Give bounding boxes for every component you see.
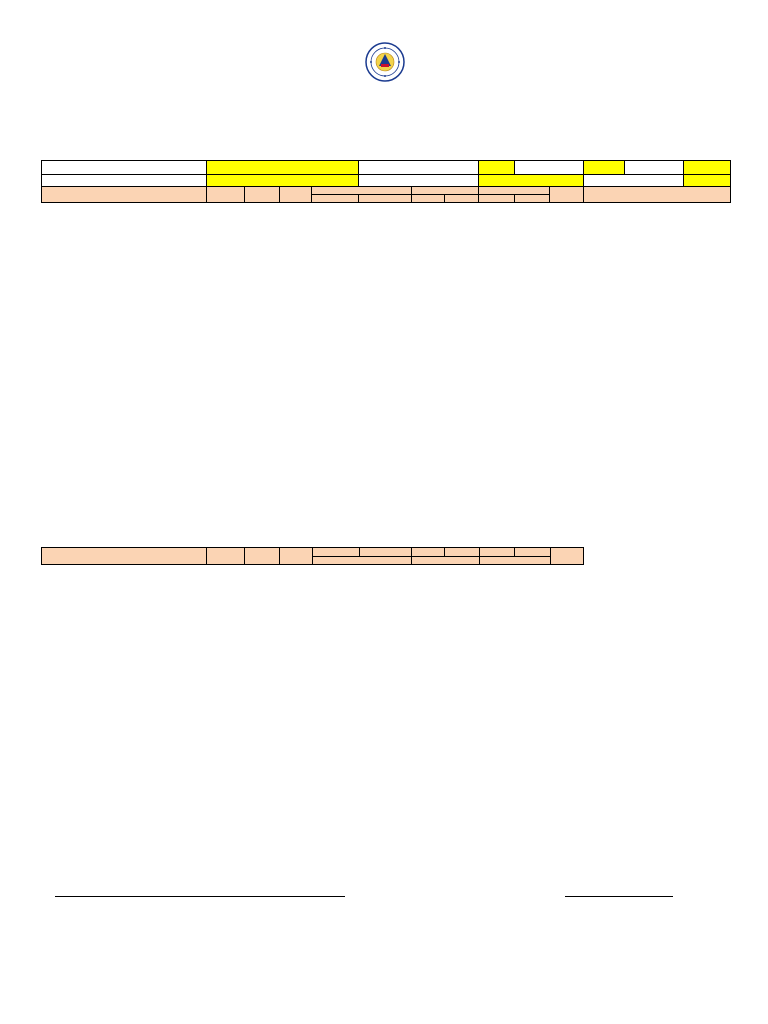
total-difficult — [479, 557, 550, 565]
col-total — [550, 187, 583, 203]
col-difficult — [479, 187, 550, 195]
col-evaluating — [479, 195, 514, 203]
total-days — [207, 548, 245, 565]
col-easy — [312, 187, 411, 195]
subject-label — [42, 161, 207, 175]
prepared-signature-line — [55, 896, 345, 897]
col-placement — [583, 187, 730, 203]
total-average — [411, 557, 479, 565]
quarter-value — [583, 161, 625, 175]
quarter-label — [514, 161, 583, 175]
col-creating — [514, 195, 549, 203]
totals-row — [42, 548, 732, 557]
total-analyzing — [445, 548, 479, 557]
competency-value — [479, 161, 514, 175]
col-remembering — [312, 195, 359, 203]
col-competencies — [42, 187, 207, 203]
deped-seal — [365, 42, 405, 82]
col-applying — [411, 195, 444, 203]
total-items — [550, 548, 583, 565]
total-allowed — [280, 548, 312, 565]
total-creating — [515, 548, 551, 557]
total-easy — [312, 557, 411, 565]
school-year-label — [625, 161, 683, 175]
section-value — [479, 175, 583, 187]
tos-table-top — [41, 160, 731, 203]
school-year-value — [683, 161, 730, 175]
total-evaluating — [479, 548, 515, 557]
section-label — [359, 175, 479, 187]
total-applying — [411, 548, 444, 557]
col-allowed — [279, 187, 311, 203]
tos-table-bottom — [41, 547, 731, 565]
total-understanding — [359, 548, 411, 557]
subject-value — [206, 161, 358, 175]
no-of-items-value — [683, 175, 730, 187]
no-of-items-label — [583, 175, 683, 187]
total-remembering — [312, 548, 359, 557]
total-label — [42, 548, 207, 565]
col-emphasis — [244, 187, 279, 203]
total-emphasis — [244, 548, 280, 565]
col-average — [411, 187, 479, 195]
col-analyzing — [444, 195, 478, 203]
approved-signature-line — [565, 896, 673, 897]
col-understanding — [359, 195, 411, 203]
competency-label — [359, 161, 479, 175]
grade-label — [42, 175, 207, 187]
grade-value — [206, 175, 358, 187]
col-days — [206, 187, 244, 203]
